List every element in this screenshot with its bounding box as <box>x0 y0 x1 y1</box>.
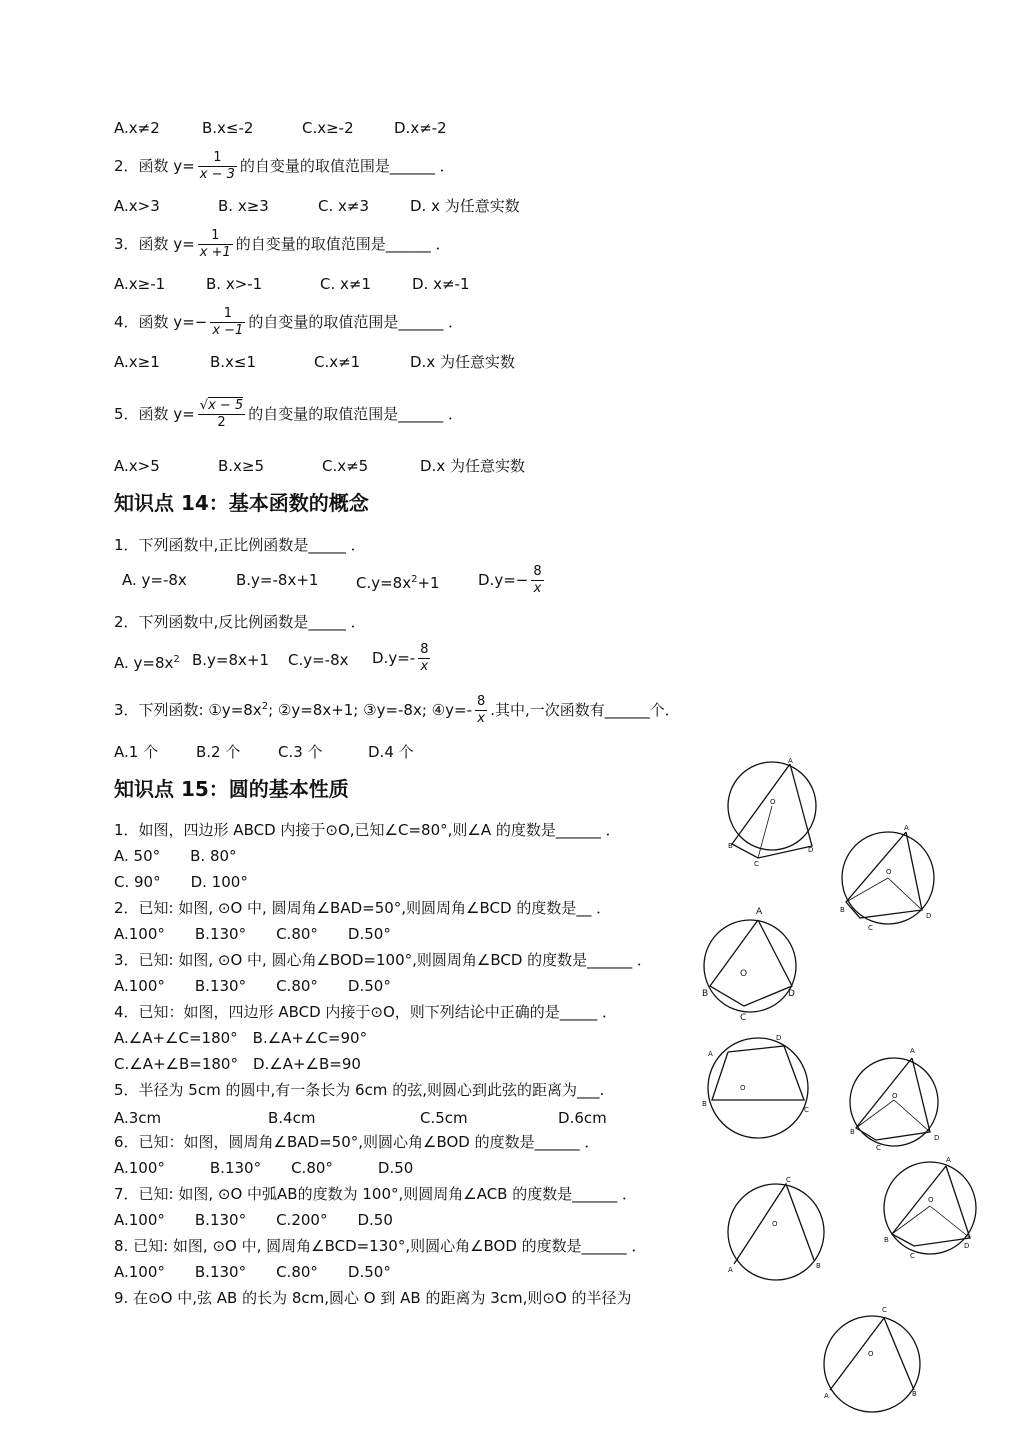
s15-line-2: A. 50° B. 80° <box>114 847 237 865</box>
question-2: 2．函数 y= $\frac{1}{x - 3}$ 的自变量的取值范围是______ ． <box>114 150 455 182</box>
q5-option-c: C.x≠5 <box>322 457 369 475</box>
svg-text:O: O <box>886 868 892 876</box>
svg-text:O: O <box>740 969 748 979</box>
s15-q5-option-a: A.3cm <box>114 1109 162 1127</box>
figure-8-circle-chord <box>818 1300 930 1415</box>
q1-option-d: D.x≠-2 <box>394 119 447 137</box>
svg-text:C: C <box>740 1013 747 1023</box>
figure-2-circle-inscribed-angle <box>836 820 946 930</box>
q3-option-d: D. x≠-1 <box>412 275 470 293</box>
svg-text:C: C <box>804 1106 809 1114</box>
svg-text:B: B <box>840 906 845 914</box>
svg-text:O: O <box>770 798 776 806</box>
q2-option-a: A.x>3 <box>114 197 160 215</box>
svg-text:B: B <box>702 989 709 999</box>
s15-q5-option-c: C.5cm <box>420 1109 468 1127</box>
svg-text:D: D <box>964 1242 970 1250</box>
figure-1-circle-quadrilateral <box>720 758 830 868</box>
s14-q2-option-d: D.y=- $\frac{8}{x}$ <box>372 642 429 674</box>
svg-text:A: A <box>788 758 793 765</box>
svg-text:D: D <box>788 989 795 999</box>
s15-line-3: C. 90° D. 100° <box>114 873 248 891</box>
q4-option-a: A.x≥1 <box>114 353 160 371</box>
svg-text:A: A <box>946 1156 951 1164</box>
q4-option-d: D.x 为任意实数 <box>410 353 515 371</box>
s15-line-7: A.100° B.130° C.80° D.50° <box>114 977 391 995</box>
question-4: 4．函数 y=− $\frac{1}{x -1}$ 的自变量的取值范围是______ ． <box>114 306 464 338</box>
svg-text:C: C <box>868 924 873 930</box>
s14-q2-option-c: C.y=-8x <box>288 651 349 669</box>
s15-line-1: 1．如图，四边形 ABCD 内接于⊙O,已知∠C=80°,则∠A 的度数是______ ． <box>114 821 621 839</box>
svg-text:B: B <box>728 842 733 850</box>
section-14-heading: 知识点 14：基本函数的概念 <box>114 491 369 515</box>
svg-text:D: D <box>776 1034 782 1042</box>
svg-text:O: O <box>740 1084 746 1092</box>
section-15-heading: 知识点 15：圆的基本性质 <box>114 777 349 801</box>
svg-text:A: A <box>708 1050 713 1058</box>
q2-option-c: C. x≠3 <box>318 197 369 215</box>
svg-text:B: B <box>816 1262 821 1270</box>
s15-line-15: A.100° B.130° C.200° D.50 <box>114 1211 393 1229</box>
svg-text:D: D <box>926 912 932 920</box>
svg-text:C: C <box>882 1306 887 1314</box>
s15-q5-option-d: D.6cm <box>558 1109 607 1127</box>
svg-text:A: A <box>904 824 909 832</box>
s14-q1-option-d: D.y=− $\frac{8}{x}$ <box>478 564 542 596</box>
s14-q3-option-c: C.3 个 <box>278 743 323 761</box>
s15-line-9: A.∠A+∠C=180° B.∠A+∠C=90° <box>114 1029 368 1047</box>
s15-line-6: 3．已知: 如图, ⊙O 中, 圆心角∠BOD=100°,则圆周角∠BCD 的度数是______ ． <box>114 951 652 969</box>
q5-option-a: A.x>5 <box>114 457 160 475</box>
svg-text:O: O <box>928 1196 934 1204</box>
svg-text:C: C <box>786 1176 791 1184</box>
svg-text:B: B <box>912 1390 917 1398</box>
svg-text:A: A <box>728 1266 733 1274</box>
s14-q2-option-a: A. $y=8x^2$ <box>114 654 180 672</box>
s15-line-17: A.100° B.130° C.80° D.50° <box>114 1263 391 1281</box>
q2-option-d: D. x 为任意实数 <box>410 197 520 215</box>
q5-option-b: B.x≥5 <box>218 457 265 475</box>
s15-line-14: 7．已知: 如图, ⊙O 中弧AB的度数为 100°,则圆周角∠ACB 的度数是______ ． <box>114 1185 638 1203</box>
s15-line-11: 5．半径为 5cm 的圆中,有一条长为 6cm 的弦,则圆心到此弦的距离为___. <box>114 1081 605 1099</box>
s15-line-16: 8. 已知: 如图, ⊙O 中, 圆周角∠BCD=130°,则圆心角∠BOD 的度数是______ ． <box>114 1237 647 1255</box>
svg-text:A: A <box>756 907 763 917</box>
svg-text:A: A <box>824 1392 829 1400</box>
s14-question-2: 2．下列函数中,反比例函数是_____ ． <box>114 613 366 631</box>
figure-4-circle-quadrilateral <box>700 1030 810 1142</box>
svg-text:B: B <box>850 1128 855 1136</box>
svg-text:O: O <box>892 1092 898 1100</box>
svg-text:C: C <box>910 1252 915 1260</box>
s14-q1-option-a: A. y=-8x <box>122 571 187 589</box>
figure-6-circle-arc <box>720 1172 830 1284</box>
q1-option-c: C.x≥-2 <box>302 119 354 137</box>
s15-line-5: A.100° B.130° C.80° D.50° <box>114 925 391 943</box>
s14-q3-option-a: A.1 个 <box>114 743 159 761</box>
svg-text:B: B <box>884 1236 889 1244</box>
figure-7-circle-quadrilateral <box>878 1152 978 1262</box>
s14-q3-option-b: B.2 个 <box>196 743 241 761</box>
s15-line-4: 2．已知: 如图, ⊙O 中, 圆周角∠BAD=50°,则圆周角∠BCD 的度数是__ ． <box>114 899 612 917</box>
s15-q5-option-b: B.4cm <box>268 1109 316 1127</box>
svg-text:C: C <box>876 1144 881 1152</box>
q4-option-c: C.x≠1 <box>314 353 361 371</box>
q4-option-b: B.x≤1 <box>210 353 257 371</box>
s15-line-12: 6．已知：如图，圆周角∠BAD=50°,则圆心角∠BOD 的度数是______ ． <box>114 1133 600 1151</box>
s15-line-10: C.∠A+∠B=180° D.∠A+∠B=90 <box>114 1055 361 1073</box>
s15-line-8: 4．已知：如图，四边形 ABCD 内接于⊙O，则下列结论中正确的是_____ ． <box>114 1003 618 1021</box>
question-3: 3．函数 y= $\frac{1}{x +1}$ 的自变量的取值范围是______ ． <box>114 228 451 260</box>
s14-q1-option-b: B.y=-8x+1 <box>236 571 319 589</box>
q3-option-a: A.x≥-1 <box>114 275 166 293</box>
s14-q3-option-d: D.4 个 <box>368 743 414 761</box>
question-5: 5．函数 y= $\frac{√x - 5}{2}$ 的自变量的取值范围是______ ． <box>114 398 463 430</box>
svg-text:B: B <box>702 1100 707 1108</box>
svg-text:O: O <box>772 1220 778 1228</box>
s14-q1-option-c: $C.y=8x^2+1$ <box>356 574 440 592</box>
q3-option-b: B. x>-1 <box>206 275 263 293</box>
q1-option-b: B.x≤-2 <box>202 119 254 137</box>
figure-5-circle-central-angle <box>846 1044 946 1154</box>
svg-text:A: A <box>910 1047 915 1055</box>
s14-q2-option-b: B.y=8x+1 <box>192 651 270 669</box>
q3-option-c: C. x≠1 <box>320 275 371 293</box>
svg-text:D: D <box>808 846 814 854</box>
q2-option-b: B. x≥3 <box>218 197 269 215</box>
s15-line-13: A.100° B.130° C.80° D.50 <box>114 1159 414 1177</box>
s14-question-3: 3．下列函数: $①y=8x^2$; ②y=8x+1; ③y=-8x; ④y=- $\frac{8}{x}$ .其中,一次函数有______个． <box>114 694 680 726</box>
svg-text:C: C <box>754 860 759 868</box>
svg-text:O: O <box>868 1350 874 1358</box>
s14-question-1: 1．下列函数中,正比例函数是_____ ． <box>114 536 366 554</box>
q1-option-a: A.x≠2 <box>114 119 160 137</box>
q5-option-d: D.x 为任意实数 <box>420 457 525 475</box>
s15-line-18: 9. 在⊙O 中,弦 AB 的长为 8cm,圆心 O 到 AB 的距离为 3cm,则⊙O 的半径为 <box>114 1289 632 1307</box>
svg-text:D: D <box>934 1134 940 1142</box>
figure-3-circle-quadrilateral <box>696 900 806 1025</box>
